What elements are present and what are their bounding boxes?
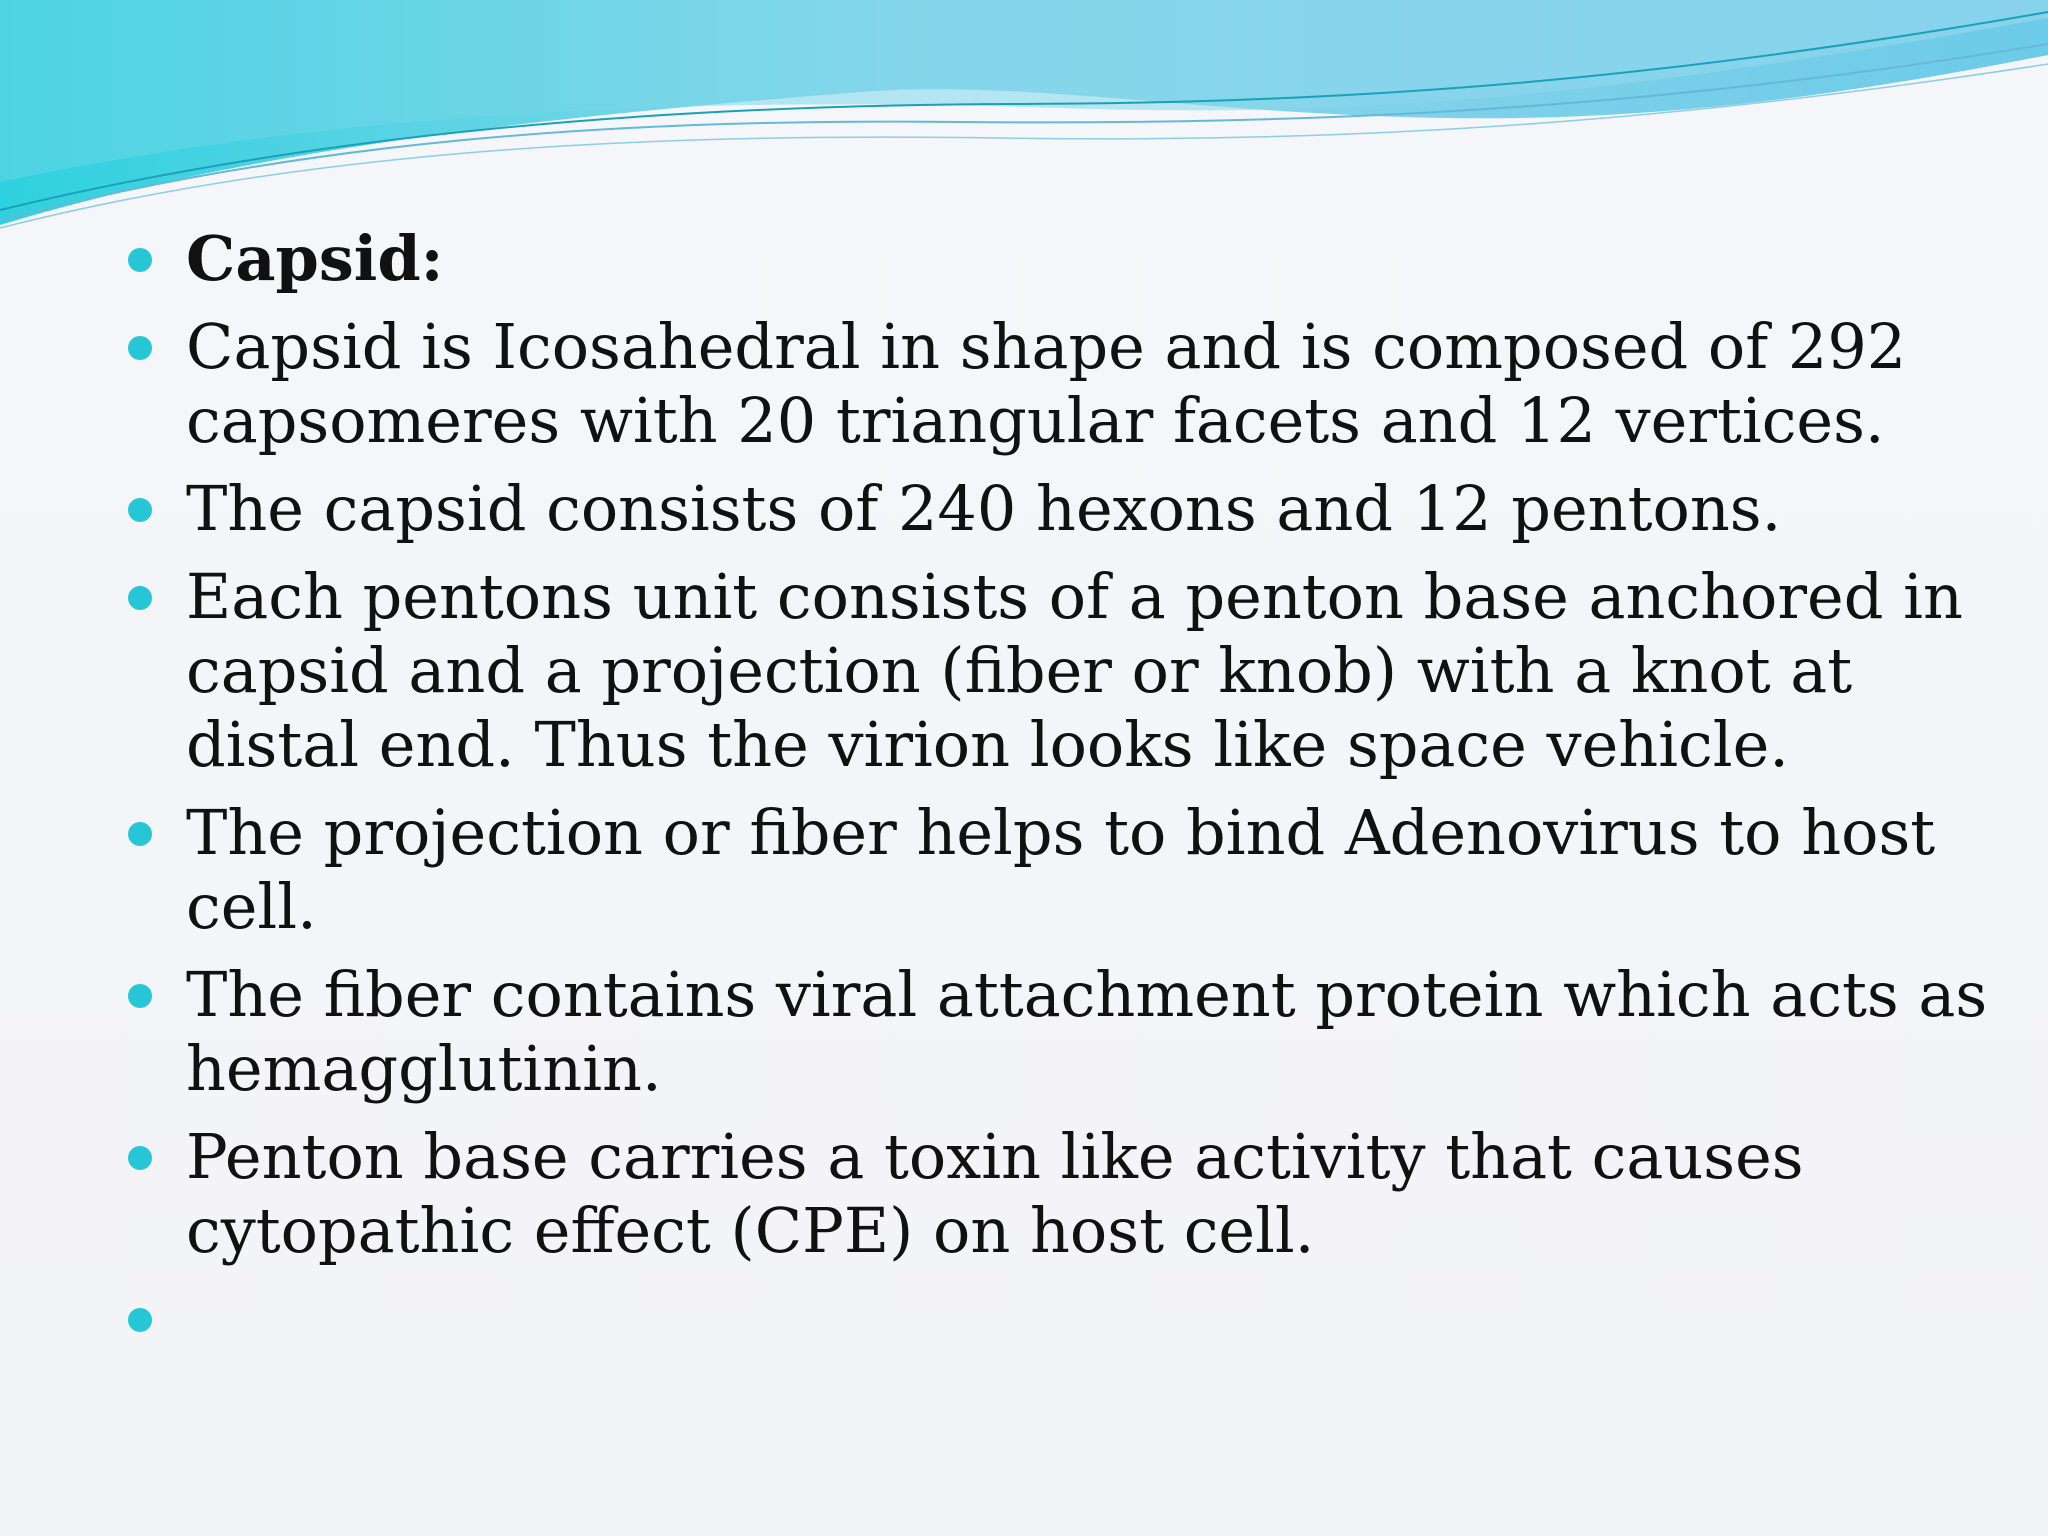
bullet-dot-icon [128, 586, 152, 610]
bullet-item: Capsid: [128, 222, 1988, 296]
bullet-dot-icon [128, 498, 152, 522]
decorative-wave-header [0, 0, 2048, 260]
bullet-item: The projection or fiber helps to bind Adenovirus to host cell. [128, 796, 1988, 944]
bullet-item: Penton base carries a toxin like activity that causes cytopathic effect (CPE) on host cell. [128, 1120, 1988, 1268]
bullet-dot-icon [128, 1308, 152, 1332]
bullet-list [128, 222, 1988, 1370]
bullet-dot-icon [128, 984, 152, 1008]
bullet-item: Capsid is Icosahedral in shape and is composed of 292 capsomeres with 20 triangular facets and 12 vertices. [128, 310, 1988, 458]
bullet-dot-icon [128, 248, 152, 272]
empty-bullet-item [128, 1282, 1988, 1356]
bullet-item: The fiber contains viral attachment protein which acts as hemagglutinin. [128, 958, 1988, 1106]
bullet-item: Each pentons unit consists of a penton base anchored in capsid and a projection (fiber or knob) with a knot at distal end. Thus the virion looks like space vehicle. [128, 560, 1988, 782]
bullet-item: The capsid consists of 240 hexons and 12 pentons. [128, 472, 1988, 546]
bullet-dot-icon [128, 336, 152, 360]
bullet-dot-icon [128, 822, 152, 846]
bullet-dot-icon [128, 1146, 152, 1170]
